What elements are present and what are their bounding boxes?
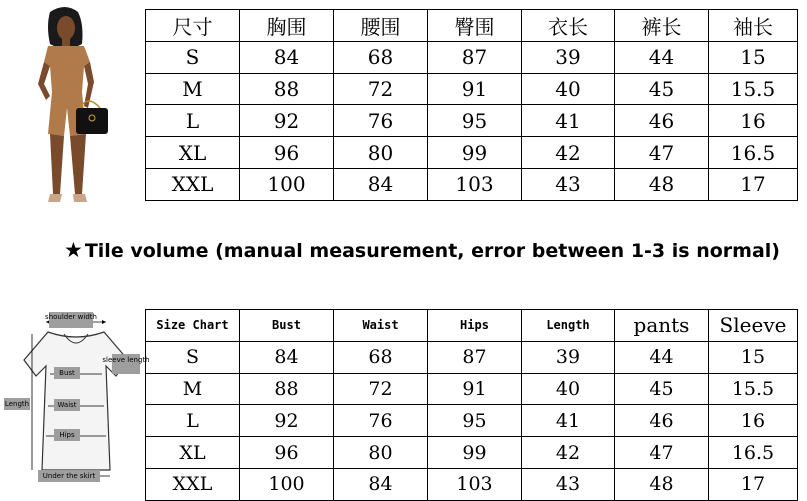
cell-bust: 100 <box>240 468 334 500</box>
cell-pants: 48 <box>615 468 709 500</box>
cell-bust: 84 <box>240 41 334 73</box>
cell-waist: 68 <box>334 341 428 373</box>
cell-sleeve: 16 <box>709 405 798 437</box>
cell-hips: 99 <box>428 137 522 169</box>
hips-label: Hips <box>59 431 75 439</box>
cell-pants: 46 <box>615 405 709 437</box>
cell-hips: 103 <box>428 468 522 500</box>
cell-hips: 95 <box>428 405 522 437</box>
cell-pants: 45 <box>615 73 709 105</box>
cell-size: M <box>146 73 240 105</box>
cell-bust: 96 <box>240 137 334 169</box>
cell-bust: 88 <box>240 73 334 105</box>
table-header-row <box>146 310 798 342</box>
cell-length: 43 <box>522 168 615 200</box>
header-hips: Hips <box>428 310 522 342</box>
cell-pants: 48 <box>615 168 709 200</box>
header-waist: Waist <box>334 310 428 342</box>
table-row <box>146 41 798 73</box>
table-row <box>146 468 798 500</box>
header-pants: pants <box>615 310 709 342</box>
cell-length: 40 <box>522 73 615 105</box>
cell-waist: 80 <box>334 137 428 169</box>
header-bust: Bust <box>240 310 334 342</box>
header-size-chart: Size Chart <box>146 310 240 342</box>
cell-size: XXL <box>146 168 240 200</box>
cell-size: XXL <box>146 468 240 500</box>
cell-bust: 92 <box>240 405 334 437</box>
header-length: 衣长 <box>522 10 615 42</box>
cell-sleeve: 15.5 <box>709 373 798 405</box>
cell-length: 40 <box>522 373 615 405</box>
cell-pants: 47 <box>615 437 709 469</box>
cell-size: XL <box>146 437 240 469</box>
cell-pants: 45 <box>615 373 709 405</box>
cell-size: M <box>146 373 240 405</box>
cell-waist: 80 <box>334 437 428 469</box>
cell-sleeve: 15.5 <box>709 73 798 105</box>
header-sleeve: Sleeve <box>709 310 798 342</box>
cell-length: 42 <box>522 437 615 469</box>
table-header-row <box>146 10 798 42</box>
cell-sleeve: 16 <box>709 105 798 137</box>
size-table-chinese <box>145 9 798 201</box>
cell-pants: 44 <box>615 341 709 373</box>
table-row <box>146 168 798 200</box>
cell-hips: 103 <box>428 168 522 200</box>
cell-size: L <box>146 105 240 137</box>
cell-waist: 84 <box>334 168 428 200</box>
waist-label: Waist <box>57 401 77 409</box>
table-row <box>146 405 798 437</box>
bust-label: Bust <box>59 369 75 377</box>
cell-hips: 87 <box>428 341 522 373</box>
header-hips: 臀围 <box>428 10 522 42</box>
cell-size: XL <box>146 137 240 169</box>
header-size: 尺寸 <box>146 10 240 42</box>
cell-size: S <box>146 341 240 373</box>
cell-bust: 100 <box>240 168 334 200</box>
cell-bust: 84 <box>240 341 334 373</box>
cell-size: L <box>146 405 240 437</box>
model-photo <box>10 4 130 209</box>
table-row <box>146 105 798 137</box>
garment-measurement-diagram <box>2 310 150 490</box>
cell-hips: 95 <box>428 105 522 137</box>
cell-length: 43 <box>522 468 615 500</box>
shoulder-label: shoulder width <box>45 313 97 321</box>
header-waist: 腰围 <box>334 10 428 42</box>
table-row <box>146 437 798 469</box>
table-row <box>146 137 798 169</box>
cell-length: 42 <box>522 137 615 169</box>
cell-hips: 91 <box>428 373 522 405</box>
cell-sleeve: 16.5 <box>709 437 798 469</box>
cell-hips: 91 <box>428 73 522 105</box>
cell-length: 41 <box>522 405 615 437</box>
cell-waist: 72 <box>334 73 428 105</box>
cell-sleeve: 15 <box>709 341 798 373</box>
cell-pants: 46 <box>615 105 709 137</box>
length-label: Length <box>4 400 30 408</box>
cell-length: 39 <box>522 41 615 73</box>
table-row <box>146 341 798 373</box>
table-row <box>146 373 798 405</box>
cell-hips: 99 <box>428 437 522 469</box>
cell-pants: 44 <box>615 41 709 73</box>
cell-bust: 92 <box>240 105 334 137</box>
cell-waist: 84 <box>334 468 428 500</box>
note-text: Tile volume (manual measurement, error between 1-3 is normal) <box>84 240 780 262</box>
cell-pants: 47 <box>615 137 709 169</box>
header-pants: 裤长 <box>615 10 709 42</box>
cell-waist: 68 <box>334 41 428 73</box>
measurement-note <box>64 238 804 262</box>
cell-bust: 96 <box>240 437 334 469</box>
sleeve-label: sleeve length <box>102 356 150 364</box>
star-icon: ★ <box>64 238 83 262</box>
cell-sleeve: 17 <box>709 468 798 500</box>
cell-bust: 88 <box>240 373 334 405</box>
header-length: Length <box>522 310 615 342</box>
cell-length: 41 <box>522 105 615 137</box>
cell-sleeve: 15 <box>709 41 798 73</box>
cell-waist: 76 <box>334 405 428 437</box>
table-row <box>146 73 798 105</box>
cell-waist: 76 <box>334 105 428 137</box>
header-sleeve: 袖长 <box>709 10 798 42</box>
size-table-english <box>145 309 798 501</box>
cell-hips: 87 <box>428 41 522 73</box>
cell-sleeve: 17 <box>709 168 798 200</box>
cell-size: S <box>146 41 240 73</box>
cell-length: 39 <box>522 341 615 373</box>
skirt-label: Under the skirt <box>42 472 96 480</box>
header-bust: 胸围 <box>240 10 334 42</box>
cell-sleeve: 16.5 <box>709 137 798 169</box>
cell-waist: 72 <box>334 373 428 405</box>
